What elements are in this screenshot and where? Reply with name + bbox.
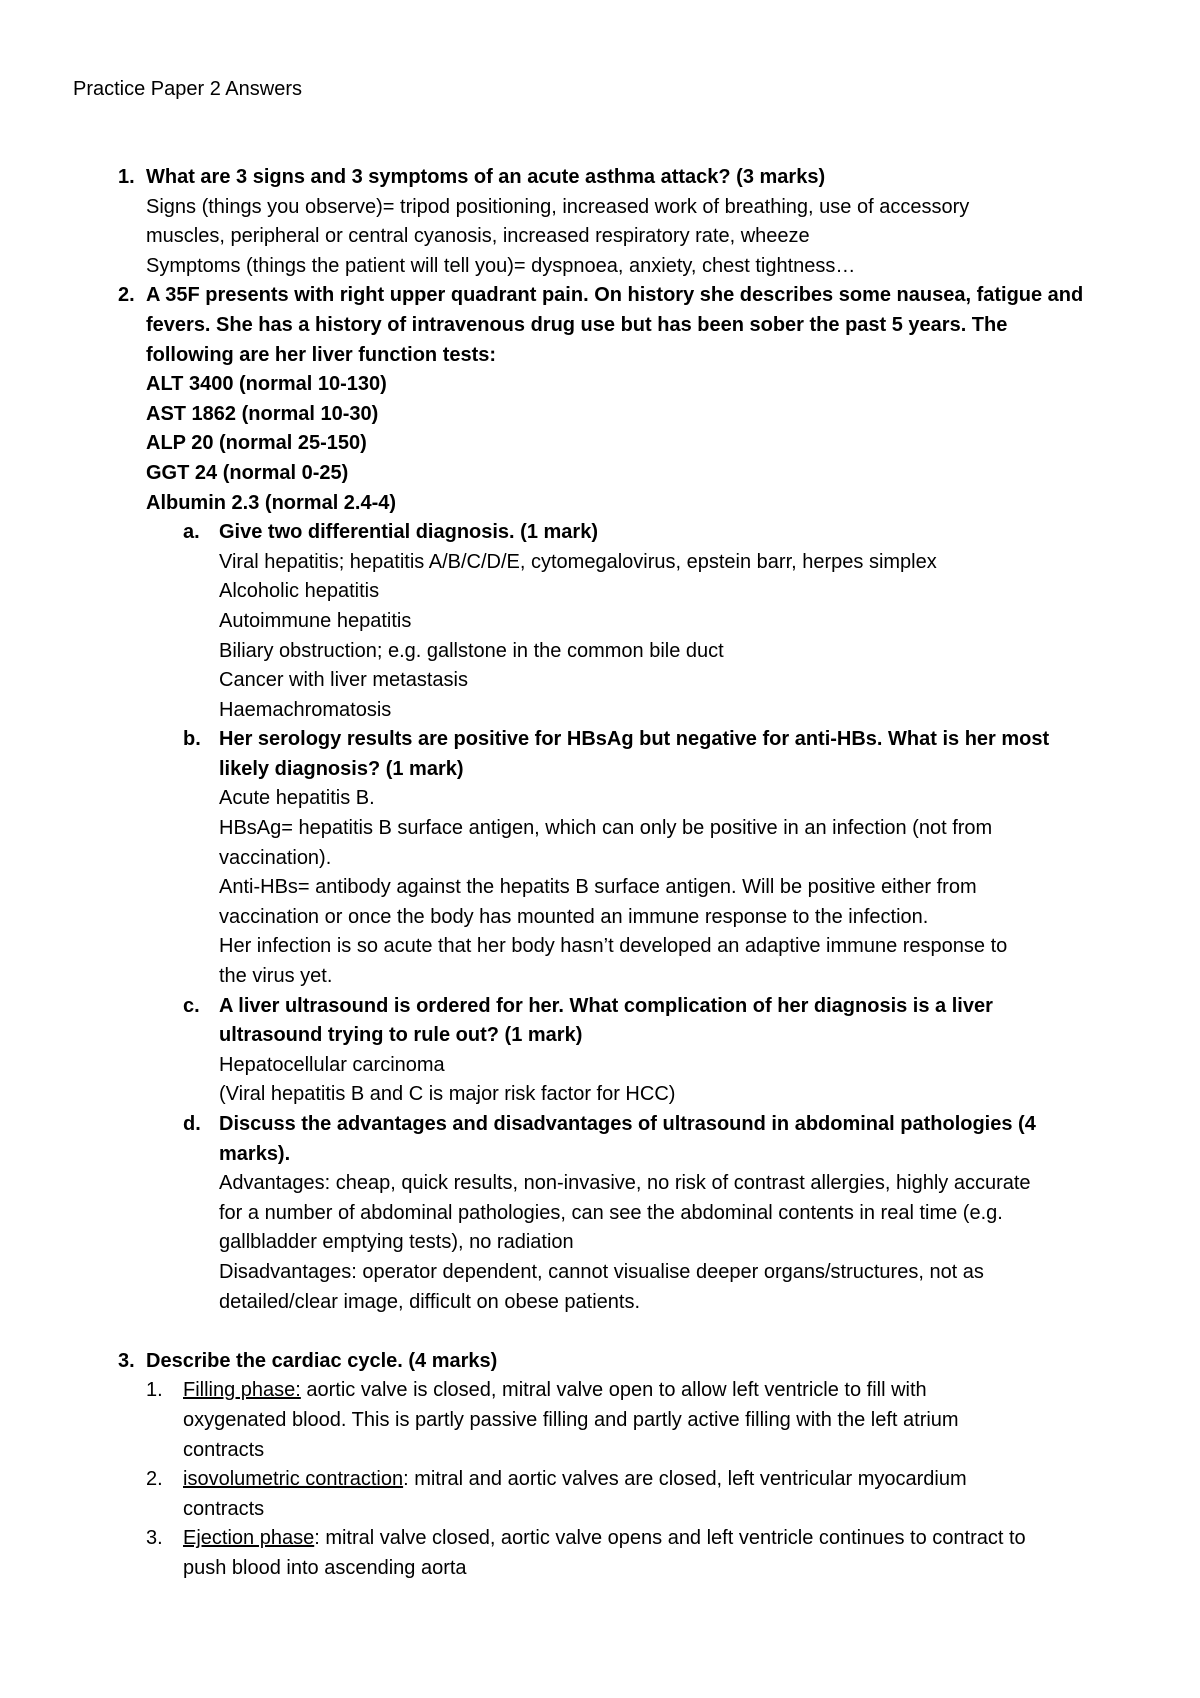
lft-result: ALP 20 (normal 25-150) (146, 432, 367, 455)
blank-line (0, 1317, 1200, 1347)
answer-line: Advantages: cheap, quick results, non-invasive, no risk of contrast allergies, highly accurate (219, 1172, 1031, 1195)
answer-line: vaccination). (219, 846, 332, 869)
answer-line: HBsAg= hepatitis B surface antigen, which can only be positive in an infection (not from (219, 817, 993, 840)
answer-line: Alcoholic hepatitis (219, 580, 380, 603)
question-number: 3. (118, 1349, 135, 1372)
subquestion-2d (0, 1110, 1200, 1140)
phase-term: isovolumetric contraction (183, 1468, 404, 1491)
cardiac-phase-3 (0, 1524, 1200, 1554)
subquestion-2c (0, 992, 1200, 1022)
question-text: following are her liver function tests: (146, 343, 497, 366)
subquestion-letter: a. (183, 521, 200, 544)
answer-line: Cancer with liver metastasis (219, 669, 468, 692)
cardiac-phase-1 (0, 1376, 1200, 1406)
phase-number: 2. (146, 1468, 163, 1491)
answer-line: detailed/clear image, difficult on obese patients. (219, 1290, 641, 1313)
phase-description: contracts (183, 1497, 265, 1520)
answer-line: muscles, peripheral or central cyanosis, increased respiratory rate, wheeze (146, 225, 810, 248)
answer-line: Hepatocellular carcinoma (219, 1053, 445, 1076)
answer-line: vaccination or once the body has mounted an immune response to the infection. (219, 905, 929, 928)
document-body (0, 163, 1200, 1584)
answer-line: Anti-HBs= antibody against the hepatits B surface antigen. Will be positive either from (219, 876, 977, 899)
answer-line: Her infection is so acute that her body hasn’t developed an adaptive immune response to (219, 935, 1008, 958)
answer-line: gallbladder emptying tests), no radiation (219, 1231, 574, 1254)
phase-description: aortic valve is closed, mitral valve open to allow left ventricle to fill with (300, 1379, 927, 1402)
answer-line: for a number of abdominal pathologies, can see the abdominal contents in real time (e.g. (219, 1201, 1003, 1224)
subquestion-text: Discuss the advantages and disadvantages of ultrasound in abdominal pathologies (4 (219, 1113, 1036, 1135)
lft-result: GGT 24 (normal 0-25) (146, 461, 349, 484)
subquestion-text: A liver ultrasound is ordered for her. What complication of her diagnosis is a liver (219, 994, 993, 1017)
subquestion-letter: b. (183, 728, 201, 751)
answer-line: Acute hepatitis B. (219, 787, 375, 810)
question-text: fevers. She has a history of intravenous drug use but has been sober the past 5 years. The (146, 313, 1008, 336)
phase-number: 3. (146, 1527, 163, 1550)
question-text: A 35F presents with right upper quadrant pain. On history she describes some nausea, fatigue and (146, 284, 1084, 307)
phase-term: Filling phase: (183, 1379, 301, 1402)
subquestion-text: likely diagnosis? (1 mark) (219, 757, 464, 780)
lft-result: AST 1862 (normal 10-30) (146, 402, 379, 425)
question-3 (0, 1347, 1200, 1377)
lft-result: Albumin 2.3 (normal 2.4-4) (146, 491, 397, 514)
answer-line: Signs (things you observe)= tripod positioning, increased work of breathing, use of accessory (146, 195, 970, 218)
subquestion-text: marks). (219, 1142, 291, 1165)
question-text: Describe the cardiac cycle. (4 marks) (146, 1349, 498, 1372)
subquestion-2a (0, 518, 1200, 548)
question-text: What are 3 signs and 3 symptoms of an acute asthma attack? (3 marks) (146, 166, 826, 188)
question-number: 1. (118, 166, 135, 188)
subquestion-2b (0, 725, 1200, 755)
phase-description: : mitral valve closed, aortic valve opens and left ventricle continues to contract to (314, 1527, 1026, 1550)
answer-line: the virus yet. (219, 965, 333, 988)
question-1 (0, 163, 1200, 193)
phase-number: 1. (146, 1379, 163, 1402)
cardiac-phase-2 (0, 1465, 1200, 1495)
document-title: Practice Paper 2 Answers (73, 78, 302, 100)
answer-line: Viral hepatitis; hepatitis A/B/C/D/E, cytomegalovirus, epstein barr, herpes simplex (219, 550, 937, 573)
phase-description: oxygenated blood. This is partly passive filling and partly active filling with the left atrium (183, 1408, 959, 1431)
phase-term: Ejection phase (183, 1527, 315, 1550)
answer-line: Symptoms (things the patient will tell you)= dyspnoea, anxiety, chest tightness… (146, 254, 856, 277)
phase-description: contracts (183, 1438, 265, 1461)
answer-line: Disadvantages: operator dependent, cannot visualise deeper organs/structures, not as (219, 1260, 984, 1283)
lft-result: ALT 3400 (normal 10-130) (146, 373, 387, 396)
answer-line: Biliary obstruction; e.g. gallstone in the common bile duct (219, 639, 724, 662)
phase-description: push blood into ascending aorta (183, 1556, 467, 1579)
subquestion-letter: c. (183, 994, 200, 1017)
question-number: 2. (118, 284, 135, 307)
subquestion-letter: d. (183, 1113, 201, 1135)
phase-description: : mitral and aortic valves are closed, left ventricular myocardium (403, 1468, 967, 1491)
answer-line: (Viral hepatitis B and C is major risk factor for HCC) (219, 1083, 676, 1106)
question-2 (0, 281, 1200, 311)
subquestion-text: Give two differential diagnosis. (1 mark) (219, 521, 598, 544)
subquestion-text: ultrasound trying to rule out? (1 mark) (219, 1024, 583, 1047)
answer-line: Haemachromatosis (219, 698, 392, 721)
subquestion-text: Her serology results are positive for HBsAg but negative for anti-HBs. What is her most (219, 728, 1050, 751)
answer-line: Autoimmune hepatitis (219, 609, 412, 632)
